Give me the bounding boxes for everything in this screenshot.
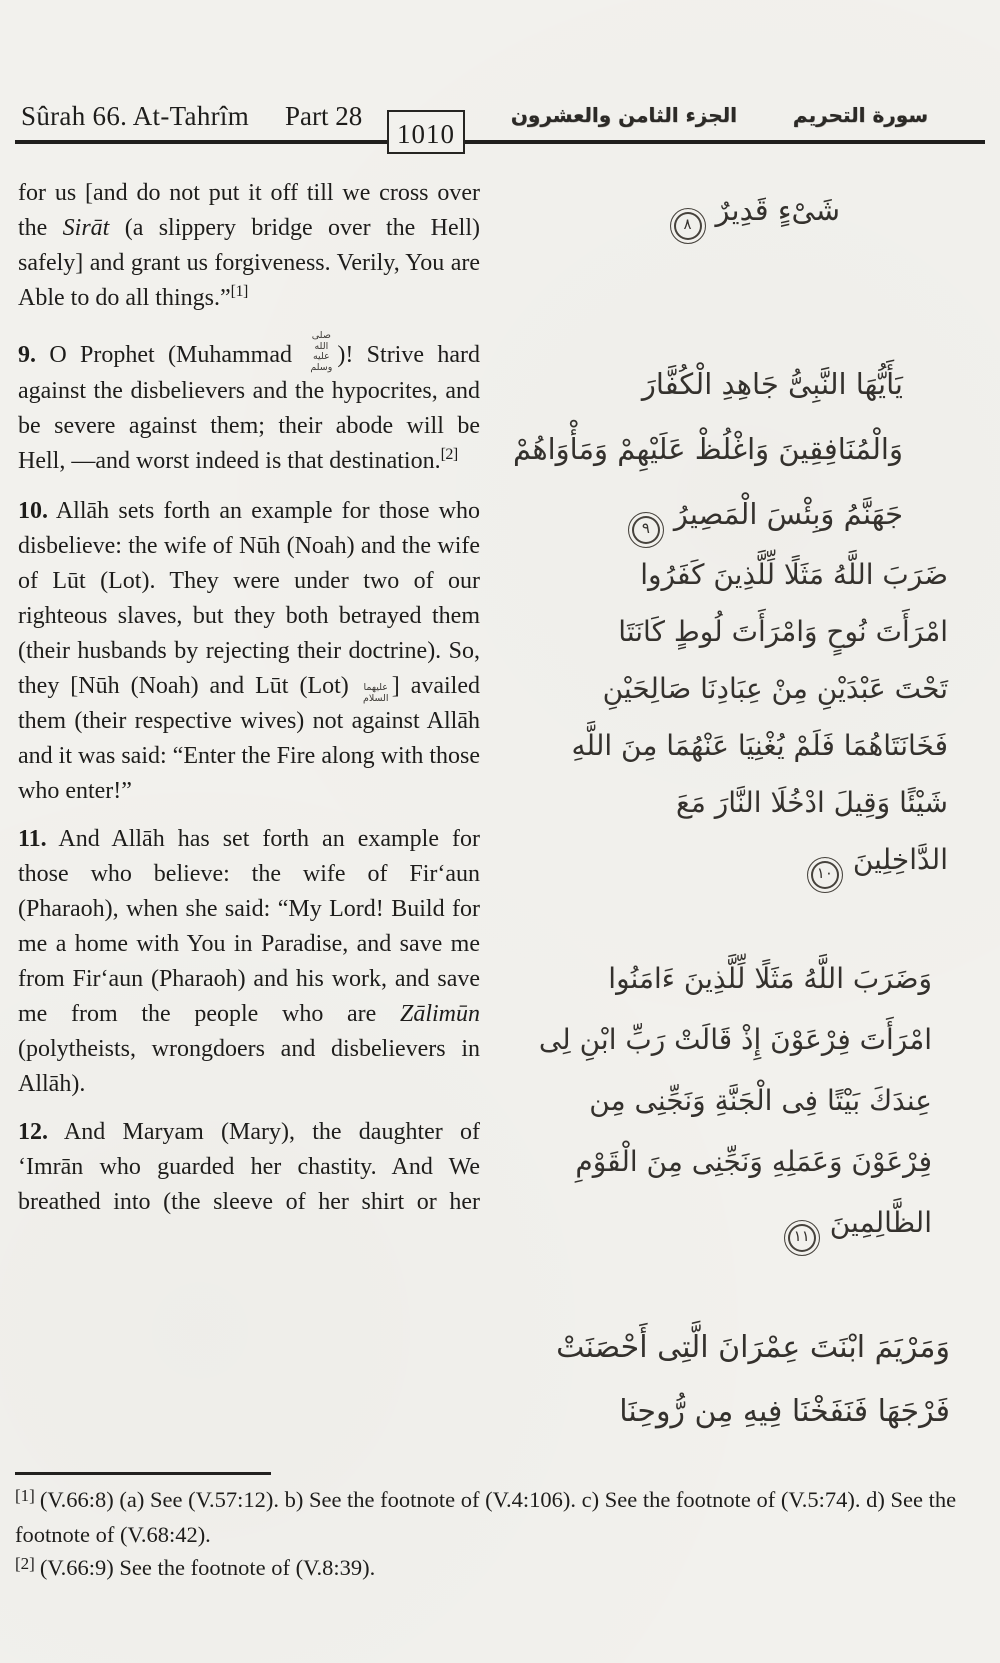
text-segment: Allāh sets forth an example for those who disbelieve: the wife of Nūh (Noah) and the wife of Lūt (Lot). They were under two of our righteous slaves, but they both betrayed them (their husbands by rejecting their doctrine). So, they [Nūh (Noah) and Lūt (Lot)	[18, 497, 480, 699]
text-segment: [1]	[230, 283, 248, 300]
ayah-end-marker-icon	[628, 512, 664, 548]
arabic-line	[539, 948, 932, 1009]
arabic-line	[668, 184, 840, 244]
arabic-verse-block	[668, 184, 840, 244]
arabic-line	[539, 1192, 932, 1256]
verse-paragraph	[18, 176, 480, 318]
arabic-text: يَأَيُّهَا النَّبِىُّ جَاهِدِ الْكُفَّارَ	[641, 367, 903, 401]
text-segment: And Maryam (Mary), the daughter of ‘Imrān who guarded her chastity. And We breathed into (the sleeve of her shirt or her	[18, 1119, 480, 1216]
arabic-line	[513, 352, 903, 417]
verse-paragraph	[18, 822, 480, 1102]
text-segment: ] availed them (their respective wives) not against Allāh and it was said: “Enter the Fire along with those who enter!”	[18, 672, 480, 805]
text-segment: Zālimūn	[399, 1001, 480, 1028]
footnote-marker: [2]	[15, 1554, 35, 1573]
surah-title: Sûrah 66. At-Tahrîm	[21, 101, 250, 131]
arabic-line	[572, 603, 948, 660]
arabic-text: وَالْمُنَافِقِينَ وَاغْلُظْ عَلَيْهِمْ وَمَأْوَاهُمْ	[513, 432, 903, 466]
arabic-line	[513, 417, 903, 482]
footnotes	[15, 1483, 983, 1586]
footnote-text: (V.66:8) (a) See (V.57:12). b) See the footnote of (V.4:106). c) See the footnote of (V.5:74). d) See the footnote of (V.68:42).	[15, 1487, 957, 1547]
ayah-number: ١٠	[816, 864, 833, 882]
footnote-text: (V.66:9) See the footnote of (V.8:39).	[39, 1555, 376, 1580]
arabic-text: شَيْئًا وَقِيلَ ادْخُلَا النَّارَ مَعَ	[675, 786, 948, 819]
ayah-number: ٩	[641, 519, 650, 537]
text-segment: 10.	[18, 497, 48, 524]
page-number: 1010	[397, 118, 455, 149]
ayah-end-marker-icon	[807, 857, 843, 893]
page-number-box	[387, 110, 465, 154]
arabic-verse-block	[572, 546, 948, 893]
text-segment: O Prophet (Muhammad	[36, 341, 306, 368]
footnote	[15, 1483, 983, 1551]
arabic-line	[539, 1009, 932, 1070]
juz-calligraphy: الجزء الثامن والعشرون	[510, 103, 737, 127]
english-column	[18, 176, 480, 1220]
ayah-end-marker-icon	[670, 208, 706, 244]
text-segment: 12.	[18, 1119, 48, 1146]
arabic-line	[556, 1380, 950, 1444]
arabic-text: شَىْءٍ قَدِيرٌ	[715, 193, 840, 227]
arabic-line	[539, 1070, 932, 1131]
arabic-text: فِرْعَوْنَ وَعَمَلِهِ وَنَجِّنِى مِنَ الْقَوْمِ	[575, 1145, 932, 1178]
footnote-marker: [1]	[15, 1486, 35, 1505]
arabic-line	[539, 1131, 932, 1192]
arabic-text: فَرْجَهَا فَنَفَخْنَا فِيهِ مِن رُّوحِنَا	[619, 1394, 950, 1429]
arabic-text: الظَّالِمِينَ	[829, 1206, 932, 1239]
arabic-line	[572, 717, 948, 774]
arabic-text: عِندَكَ بَيْتًا فِى الْجَنَّةِ وَنَجِّنِى مِن	[589, 1084, 932, 1117]
text-segment: )! Strive hard against the disbelievers and the hypocrites, and be severe against them; their abode will be Hell, —and worst indeed is that destination.	[18, 341, 480, 474]
arabic-verse-block	[539, 948, 932, 1256]
verse-paragraph	[18, 494, 480, 810]
text-segment: And Allāh has set forth an example for those who believe: the wife of Fir‘aun (Pharaoh), when she said: “My Lord! Build for me a home with You in Paradise, and save me from Fir‘aun (Pharaoh) and his work, and save me from the people who are	[18, 826, 480, 1028]
ayah-number: ١١	[793, 1227, 810, 1245]
arabic-text: ضَرَبَ اللَّهُ مَثَلًا لِّلَّذِينَ كَفَرُوا	[640, 558, 948, 591]
arabic-text: وَضَرَبَ اللَّهُ مَثَلًا لِّلَّذِينَ ءَامَنُوا	[608, 962, 932, 995]
arabic-text: وَمَرْيَمَ ابْنَتَ عِمْرَانَ الَّتِى أَحْصَنَتْ	[556, 1330, 950, 1365]
footnote-rule	[15, 1472, 271, 1475]
text-segment: for us [and do not put it off till we cross over the	[18, 180, 480, 241]
arabic-text: جَهَنَّمُ وَبِئْسَ الْمَصِيرُ	[673, 497, 903, 531]
arabic-verse-block	[556, 1316, 950, 1444]
verse-paragraph	[18, 331, 480, 481]
text-segment: 9.	[18, 341, 36, 368]
verse-paragraph	[18, 1115, 480, 1220]
ayah-end-marker-icon	[784, 1220, 820, 1256]
arabic-line	[572, 546, 948, 603]
text-segment: [2]	[440, 445, 458, 463]
text-segment: (polytheists, wrongdoers and disbelievers in Allāh).	[18, 1036, 480, 1098]
honorific-symbol: صلى الله عليه وسلم	[310, 330, 333, 373]
text-segment: 11.	[18, 826, 47, 853]
arabic-line	[556, 1316, 950, 1380]
arabic-line	[572, 660, 948, 717]
arabic-text: الدَّاخِلِينَ	[852, 843, 948, 876]
arabic-text: امْرَأَتَ نُوحٍ وَامْرَأَتَ لُوطٍ كَانَتَا	[618, 615, 948, 648]
arabic-text: فَخَانَتَاهُمَا فَلَمْ يُغْنِيَا عَنْهُمَا مِنَ اللَّهِ	[571, 729, 948, 762]
honorific-symbol: عليهما السلام	[362, 681, 389, 704]
text-segment: (a slippery bridge over the Hell) safely] and grant us forgiveness. Verily, You are Able to do all things.”	[18, 215, 480, 311]
text-segment: Sirāt	[62, 215, 110, 241]
arabic-verse-block	[513, 352, 903, 548]
header-rule	[15, 140, 985, 144]
arabic-text: تَحْتَ عَبْدَيْنِ مِنْ عِبَادِنَا صَالِحَيْنِ	[602, 672, 948, 705]
surah-calligraphy: سورة التحريم	[792, 103, 928, 127]
arabic-line	[572, 774, 948, 831]
arabic-line	[572, 831, 948, 893]
arabic-line	[513, 482, 903, 548]
ayah-number: ٨	[683, 215, 692, 233]
part-label: Part 28	[285, 101, 363, 131]
footnote	[15, 1551, 983, 1586]
arabic-text: امْرَأَتَ فِرْعَوْنَ إِذْ قَالَتْ رَبِّ ابْنِ لِى	[538, 1023, 932, 1056]
